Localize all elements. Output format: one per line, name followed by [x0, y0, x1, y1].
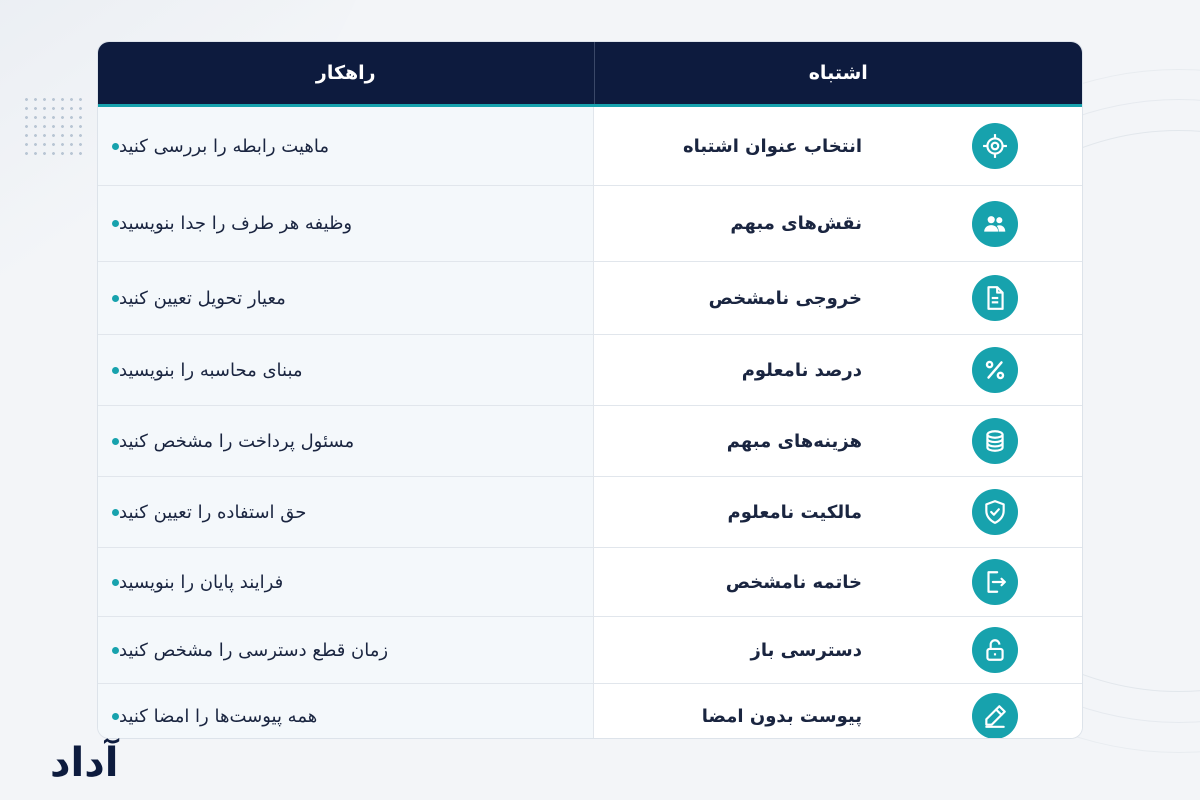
solution-cell — [98, 548, 594, 616]
solution-cell — [98, 684, 594, 739]
bullet-dot-icon — [112, 220, 119, 227]
solution-item — [98, 431, 354, 452]
table-row — [98, 616, 1082, 683]
document-icon — [972, 275, 1018, 321]
exit-icon — [972, 559, 1018, 605]
mistake-text: خروجی نامشخص — [708, 287, 862, 309]
solution-text: فرایند پایان را بنویسید — [119, 571, 284, 593]
solution-cell — [98, 186, 594, 261]
solution-cell — [98, 477, 594, 547]
solution-item — [98, 706, 317, 727]
bullet-dot-icon — [112, 295, 119, 302]
solution-cell — [98, 107, 594, 185]
solution-text: مسئول پرداخت را مشخص کنید — [119, 430, 355, 452]
table-body — [98, 107, 1082, 739]
solution-text: همه پیوست‌ها را امضا کنید — [119, 705, 318, 727]
bullet-dot-icon — [112, 579, 119, 586]
mistake-text: هزینه‌های مبهم — [726, 430, 862, 452]
comparison-table — [97, 41, 1083, 739]
mistake-text: پیوست بدون امضا — [701, 705, 862, 727]
solution-item — [98, 288, 286, 309]
mistake-text: دسترسی باز — [750, 639, 862, 661]
shield-check-icon — [972, 489, 1018, 535]
mistake-cell — [594, 107, 1082, 185]
users-icon — [972, 201, 1018, 247]
mistake-text: نقش‌های مبهم — [730, 213, 862, 234]
target-icon — [972, 123, 1018, 169]
table-row — [98, 107, 1082, 185]
solution-text: مبنای محاسبه را بنویسید — [119, 359, 303, 381]
mistake-text: انتخاب عنوان اشتباه — [682, 135, 862, 157]
bullet-dot-icon — [112, 438, 119, 445]
coins-icon — [972, 418, 1018, 464]
percent-icon — [972, 347, 1018, 393]
bullet-dot-icon — [112, 143, 119, 150]
header-mistake: اشتباه — [808, 62, 868, 84]
mistake-text: مالکیت نامعلوم — [727, 501, 862, 523]
solution-cell — [98, 406, 594, 476]
table-header — [98, 42, 1082, 107]
table-row — [98, 547, 1082, 616]
solution-item — [98, 502, 306, 523]
mistake-cell — [594, 617, 1082, 683]
solution-cell — [98, 262, 594, 334]
solution-item — [98, 136, 329, 157]
mistake-cell — [594, 548, 1082, 616]
unlock-icon — [972, 627, 1018, 673]
solution-text: ماهیت رابطه را بررسی کنید — [119, 135, 330, 157]
solution-item — [98, 572, 283, 593]
dot-grid-decoration — [22, 95, 82, 157]
mistake-cell — [594, 335, 1082, 405]
solution-cell — [98, 617, 594, 683]
pencil-icon — [972, 693, 1018, 739]
solution-item — [98, 640, 388, 661]
solution-item — [98, 213, 352, 234]
mistake-text: درصد نامعلوم — [741, 359, 862, 381]
bullet-dot-icon — [112, 367, 119, 374]
mistake-text: خاتمه نامشخص — [725, 571, 862, 593]
mistake-cell — [594, 406, 1082, 476]
bullet-dot-icon — [112, 509, 119, 516]
solution-text: زمان قطع دسترسی را مشخص کنید — [119, 639, 389, 661]
table-row — [98, 261, 1082, 334]
table-row — [98, 476, 1082, 547]
solution-text: وظیفه هر طرف را جدا بنویسید — [119, 213, 353, 234]
mistake-cell — [594, 262, 1082, 334]
solution-text: معیار تحویل تعیین کنید — [119, 287, 286, 309]
header-solution: راهکار — [98, 42, 595, 104]
table-row — [98, 683, 1082, 739]
bullet-dot-icon — [112, 713, 119, 720]
brand-logo: آداد — [50, 740, 119, 786]
bullet-dot-icon — [112, 647, 119, 654]
solution-text: حق استفاده را تعیین کنید — [119, 501, 307, 523]
mistake-cell — [594, 684, 1082, 739]
solution-cell — [98, 335, 594, 405]
solution-item — [98, 360, 303, 381]
table-row — [98, 185, 1082, 261]
table-row — [98, 334, 1082, 405]
mistake-cell — [594, 477, 1082, 547]
table-row — [98, 405, 1082, 476]
mistake-cell — [594, 186, 1082, 261]
